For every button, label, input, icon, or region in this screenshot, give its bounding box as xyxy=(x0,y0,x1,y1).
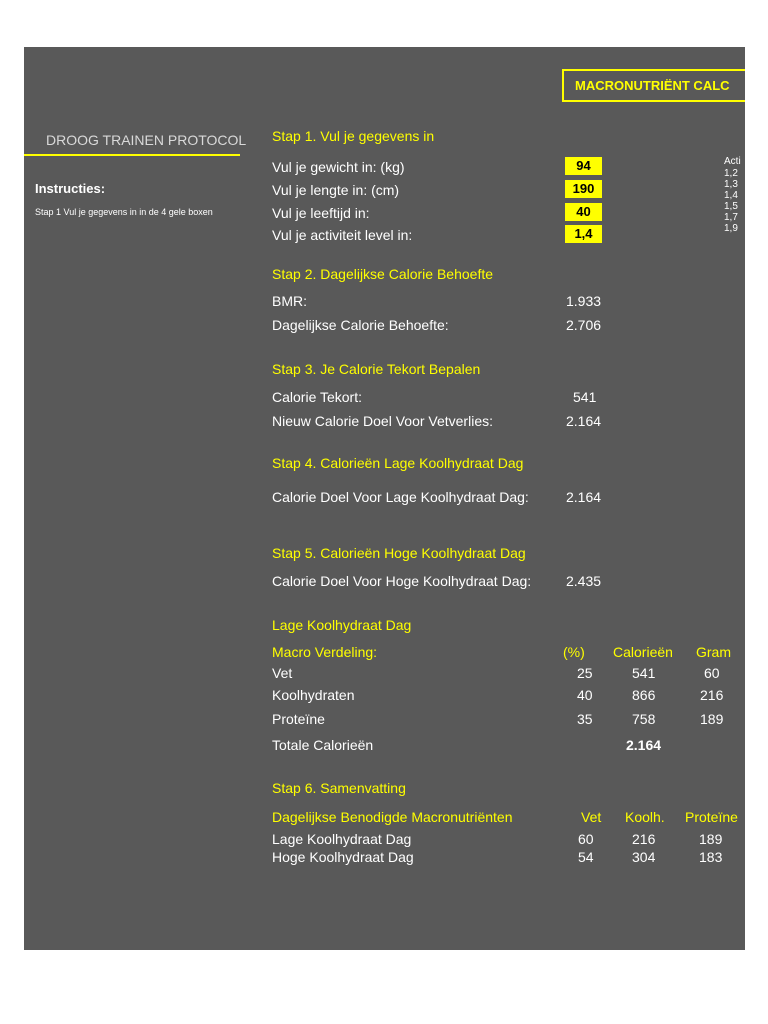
activity-level-item: 1,5 xyxy=(724,201,738,212)
age-input[interactable]: 40 xyxy=(565,203,602,221)
protocol-underline xyxy=(24,154,240,156)
activity-input[interactable]: 1,4 xyxy=(565,225,602,243)
summary-row-name: Hoge Koolhydraat Dag xyxy=(272,849,414,865)
macro-row-name: Vet xyxy=(272,665,293,681)
age-label: Vul je leeftijd in: xyxy=(272,205,370,221)
instructions-title: Instructies: xyxy=(35,181,106,196)
deficit-label: Calorie Tekort: xyxy=(272,389,363,405)
macro-row-gram: 189 xyxy=(700,711,724,727)
macro-row-cal: 866 xyxy=(632,687,656,703)
step6-heading: Stap 6. Samenvatting xyxy=(272,780,406,796)
low-carb-goal-label: Calorie Doel Voor Lage Koolhydraat Dag: xyxy=(272,489,529,505)
bmr-label: BMR: xyxy=(272,293,307,309)
spreadsheet-area xyxy=(24,47,745,950)
step2-heading: Stap 2. Dagelijkse Calorie Behoefte xyxy=(272,266,494,282)
calculator-title-banner: MACRONUTRIËNT CALC xyxy=(562,69,745,102)
weight-label: Vul je gewicht in: (kg) xyxy=(272,159,405,175)
step4-heading: Stap 4. Calorieën Lage Koolhydraat Dag xyxy=(272,455,524,471)
activity-level-item: 1,9 xyxy=(724,223,738,234)
summary-prot-header: Proteïne xyxy=(685,809,738,825)
macro-row-cal: 758 xyxy=(632,711,656,727)
step5-heading: Stap 5. Calorieën Hoge Koolhydraat Dag xyxy=(272,545,526,561)
macro-row-name: Proteïne xyxy=(272,711,325,727)
calories-header: Calorieën xyxy=(613,644,673,660)
low-carb-day-heading: Lage Koolhydraat Dag xyxy=(272,617,412,633)
activity-levels-header: Acti xyxy=(724,156,741,167)
macro-split-header: Macro Verdeling: xyxy=(272,644,378,660)
step1-heading: Stap 1. Vul je gegevens in xyxy=(272,128,435,144)
high-carb-goal-label: Calorie Doel Voor Hoge Koolhydraat Dag: xyxy=(272,573,532,589)
activity-level-item: 1,3 xyxy=(724,179,738,190)
instructions-text: Stap 1 Vul je gegevens in in de 4 gele boxen xyxy=(35,207,213,217)
summary-koolh-header: Koolh. xyxy=(625,809,665,825)
height-input[interactable]: 190 xyxy=(565,180,602,198)
macro-row-name: Koolhydraten xyxy=(272,687,355,703)
summary-vet-header: Vet xyxy=(581,809,602,825)
summary-row-vet: 54 xyxy=(578,849,594,865)
summary-header: Dagelijkse Benodigde Macronutriënten xyxy=(272,809,513,825)
macro-row-pct: 25 xyxy=(577,665,593,681)
summary-row-prot: 189 xyxy=(699,831,723,847)
new-goal-value: 2.164 xyxy=(566,413,602,429)
daily-need-value: 2.706 xyxy=(566,317,602,333)
pct-header: (%) xyxy=(563,644,585,660)
height-label: Vul je lengte in: (cm) xyxy=(272,182,400,198)
summary-row-prot: 183 xyxy=(699,849,723,865)
activity-label: Vul je activiteit level in: xyxy=(272,227,413,243)
bmr-value: 1.933 xyxy=(566,293,602,309)
daily-need-label: Dagelijkse Calorie Behoefte: xyxy=(272,317,449,333)
total-calories-value: 2.164 xyxy=(626,737,662,753)
protocol-title: DROOG TRAINEN PROTOCOL xyxy=(46,132,247,148)
deficit-value: 541 xyxy=(573,389,597,405)
gram-header: Gram xyxy=(696,644,731,660)
step3-heading: Stap 3. Je Calorie Tekort Bepalen xyxy=(272,361,481,377)
macro-row-pct: 40 xyxy=(577,687,593,703)
new-goal-label: Nieuw Calorie Doel Voor Vetverlies: xyxy=(272,413,493,429)
macro-row-gram: 216 xyxy=(700,687,724,703)
activity-level-item: 1,7 xyxy=(724,212,738,223)
activity-level-item: 1,2 xyxy=(724,168,738,179)
macro-row-pct: 35 xyxy=(577,711,593,727)
total-calories-label: Totale Calorieën xyxy=(272,737,374,753)
summary-row-name: Lage Koolhydraat Dag xyxy=(272,831,412,847)
macro-row-cal: 541 xyxy=(632,665,656,681)
activity-level-item: 1,4 xyxy=(724,190,738,201)
weight-input[interactable]: 94 xyxy=(565,157,602,175)
summary-row-vet: 60 xyxy=(578,831,594,847)
low-carb-goal-value: 2.164 xyxy=(566,489,602,505)
macro-row-gram: 60 xyxy=(704,665,720,681)
summary-row-koolh: 216 xyxy=(632,831,656,847)
summary-row-koolh: 304 xyxy=(632,849,656,865)
high-carb-goal-value: 2.435 xyxy=(566,573,602,589)
